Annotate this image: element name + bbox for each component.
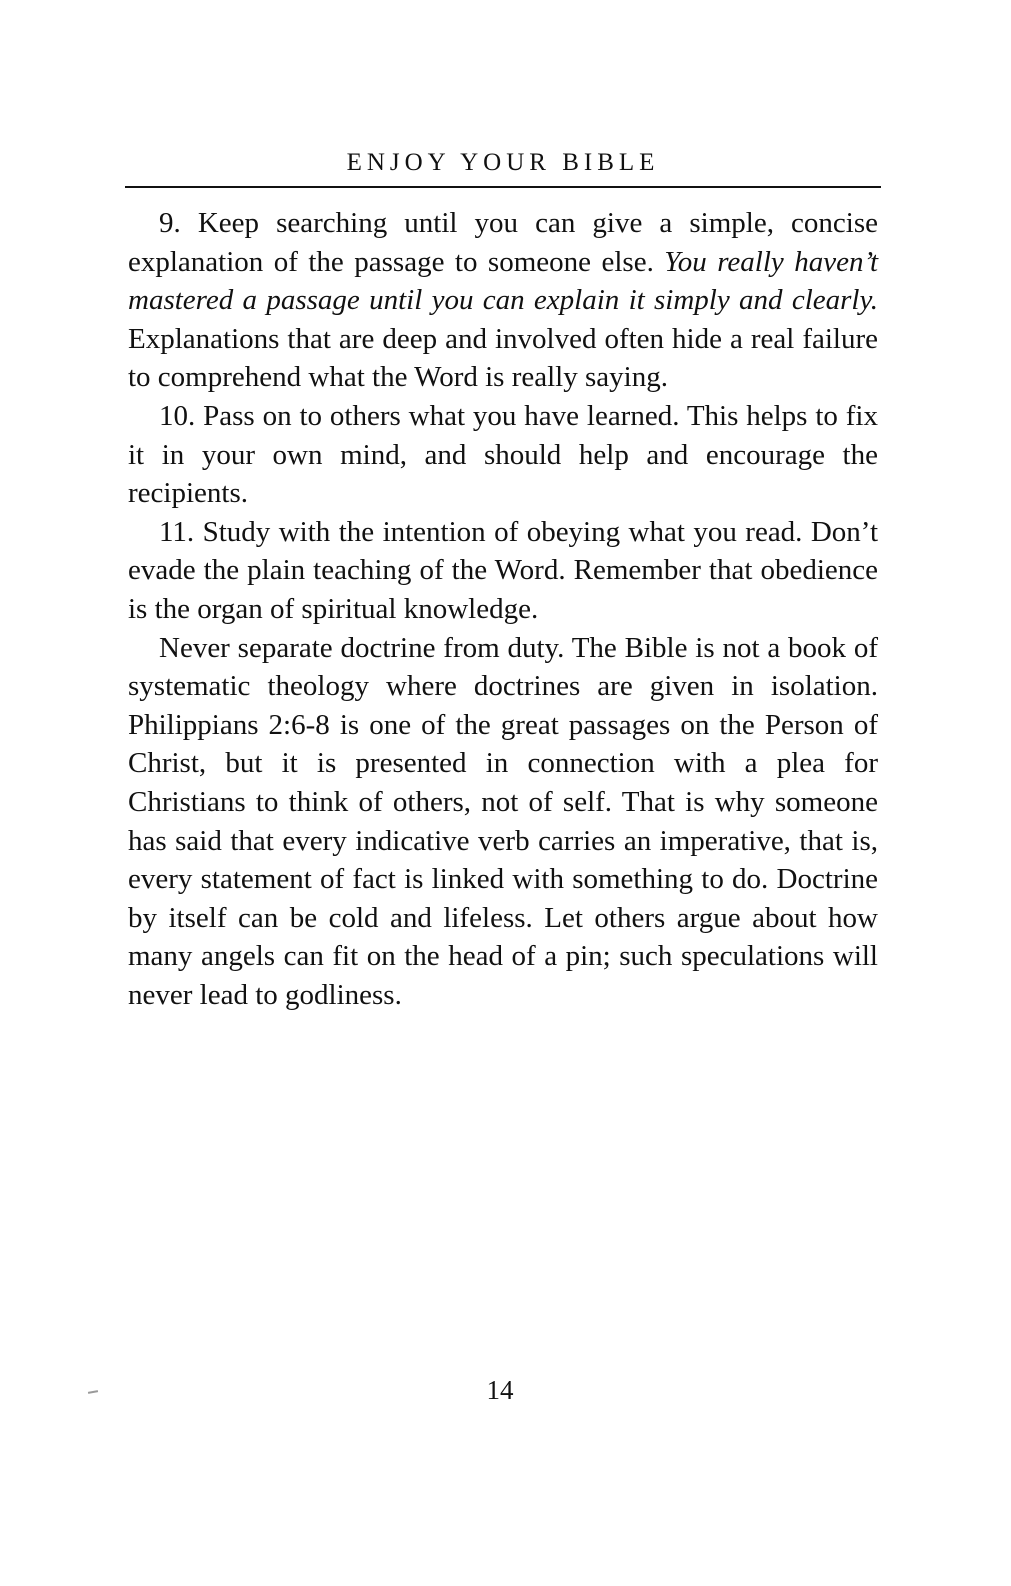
paragraph-doctrine-duty: Never separate doctrine from duty. The Bible is not a book of systematic theology where doctrines are given in isolation. Philippians 2:6-8 is one of the great passages on the Person of Christ, but it is presented in connection with a plea for Christians to think of others, not of self. That is why someone has said that every indicative verb carries an imperative, that is, every statement of fact is linked with something to do. Doctrine by itself can be cold and lifeless. Let others argue about how many angels can fit on the head of a pin; such speculations will never lead to godliness. bbox=[128, 631, 878, 1011]
paragraph-item-10: 10. Pass on to others what you have learned. This helps to fix it in your own mind, and should help and encourage the recipients. bbox=[128, 399, 878, 510]
item-9-lead: 9. Keep searching until you can give a simple, concise explanation of the passage to someone else. bbox=[128, 207, 878, 278]
paragraph-item-9 bbox=[128, 204, 878, 397]
item-9-tail: Explanations that are deep and involved often hide a real failure to comprehend what the Word is really saying. bbox=[128, 322, 878, 394]
page-body bbox=[128, 204, 878, 1014]
page-number: 14 bbox=[486, 1375, 514, 1405]
header-rule bbox=[125, 186, 881, 188]
running-head-title: ENJOY YOUR BIBLE bbox=[346, 149, 660, 176]
scan-mark bbox=[88, 1390, 98, 1394]
item-9-italic-emphasis: You really haven’t mastered a passage until you can explain it simply and clearly. bbox=[128, 245, 879, 317]
paragraph-item-11: 11. Study with the intention of obeying what you read. Don’t evade the plain teaching of the Word. Remember that obedience is the organ of spiritual knowledge. bbox=[128, 515, 878, 625]
